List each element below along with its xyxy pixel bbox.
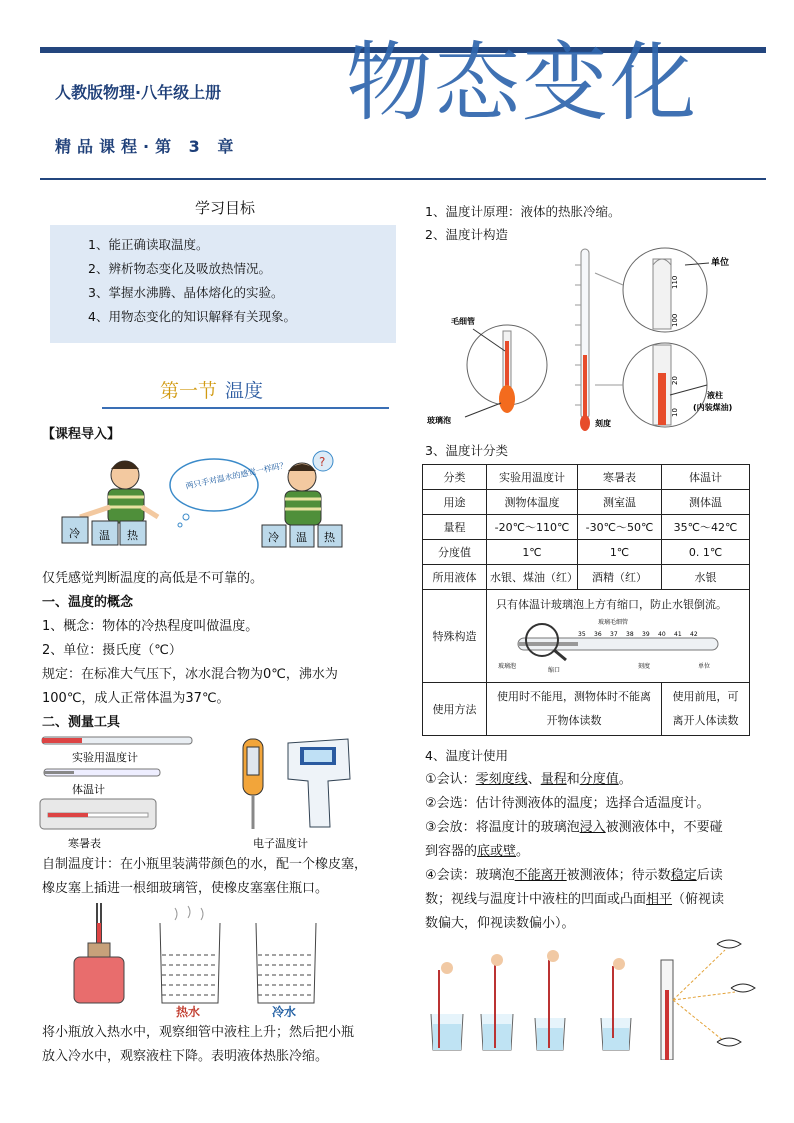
tick: 37	[610, 631, 618, 638]
scale-label: 刻度	[595, 419, 611, 428]
scale-100: 100	[671, 313, 679, 327]
tick: 42	[690, 631, 698, 638]
eye-icon	[717, 940, 741, 948]
usage-heading: 4、温度计使用	[425, 748, 508, 763]
usage-text: 使用时不能甩，测物体时不能离	[497, 690, 651, 703]
text-span: 后读	[696, 868, 723, 883]
table-cell: 测物体温度	[487, 490, 578, 515]
bubble-text: 两只手对温水的感觉一样吗？	[184, 460, 289, 491]
table-cell: 水银	[662, 565, 750, 590]
text-span: ①会认：	[425, 772, 476, 787]
section-name: 温度	[225, 380, 264, 402]
hot-water-label: 热水	[176, 1005, 201, 1018]
basin-label: 冷	[268, 531, 279, 544]
diy-text: 自制温度计：在小瓶里装满带颜色的水，配一个橡皮塞，	[42, 857, 368, 872]
table-cell: 特殊构造	[423, 590, 487, 683]
liquid-label: 液柱	[707, 391, 723, 400]
usage-step-1	[425, 772, 632, 788]
basin-label: 热	[127, 529, 138, 542]
text-span: 不能离开	[514, 868, 567, 883]
concept-heading: 一、温度的概念	[42, 595, 134, 610]
table-cell: -20℃～110℃	[487, 515, 578, 540]
tool-label-body: 体温计	[72, 783, 105, 796]
table-cell: 体温计	[662, 465, 750, 490]
text-span: 到容器的	[425, 844, 478, 859]
table-cell: 分度值	[423, 540, 487, 565]
bulb-label-small: 玻璃泡	[498, 663, 517, 670]
basin-row-right	[262, 525, 342, 547]
basin-label: 热	[324, 531, 335, 544]
text-span: 分度值	[579, 772, 619, 787]
principle-text: 1、温度计原理：液体的热胀冷缩。	[425, 204, 621, 219]
text-span: 、	[527, 772, 541, 787]
goal-item: 4、用物态变化的知识解释有关现象。	[88, 309, 296, 324]
concept-rule: 规定：在标准大气压下，冰水混合物为0℃，沸水为	[42, 667, 338, 682]
diy-text: 橡皮塞上插进一根细玻璃管，使橡皮塞塞住瓶口。	[42, 881, 329, 896]
intro-illustration	[40, 447, 390, 557]
section-title	[160, 376, 263, 403]
table-header-row	[423, 465, 750, 490]
table-row-special	[423, 590, 750, 683]
usage-step-4	[425, 868, 723, 884]
table-cell: 水银、煤油（红）	[487, 565, 578, 590]
text-span: （俯视读	[672, 892, 725, 907]
text-span: 被测液体；待示数	[566, 868, 671, 883]
usage-text: 开物体读数	[546, 714, 602, 727]
bulb-label: 玻璃泡	[427, 416, 451, 425]
table-cell: 测体温	[662, 490, 750, 515]
table-cell: 寒暑表	[578, 465, 662, 490]
usage-step-3-cont	[425, 844, 529, 860]
tool-label-room: 寒暑表	[68, 837, 101, 850]
tick: 38	[626, 631, 634, 638]
table-cell: 1℃	[487, 540, 578, 565]
table-row	[423, 490, 750, 515]
chapter-title: 物态变化	[346, 33, 698, 133]
section-rule	[102, 407, 389, 409]
tool-label-lab: 实验用温度计	[72, 751, 138, 764]
clinical-ticks	[578, 631, 698, 638]
eye-icon	[731, 984, 755, 992]
text-span: 。	[516, 844, 530, 859]
basin-row-left	[62, 517, 146, 545]
table-cell: 1℃	[578, 540, 662, 565]
thermometer-usage-illustration	[425, 930, 770, 1060]
usage-step-4-cont	[425, 892, 724, 908]
table-cell: 使用方法	[423, 683, 487, 736]
usage-step-3	[425, 820, 723, 836]
table-row	[423, 565, 750, 590]
unit-label-small: 单位	[698, 663, 711, 670]
course-label: 精品课程·第 3 章	[55, 137, 240, 156]
scale-20: 20	[671, 376, 679, 385]
table-cell: 所用液体	[423, 565, 487, 590]
table-row	[423, 540, 750, 565]
thermometer-classification-table	[422, 464, 750, 736]
text-span: 稳定	[670, 868, 697, 883]
tick: 41	[674, 631, 682, 638]
goal-item: 2、辨析物态变化及吸放热情况。	[88, 261, 271, 276]
goal-item: 1、能正确读取温度。	[88, 237, 209, 252]
text-span: ③会放：将温度计的玻璃泡	[425, 820, 580, 835]
text-span: 底或壁	[477, 844, 517, 859]
usage-text: 离开人体读数	[672, 714, 739, 727]
liquid-label-sub: (内装煤油)	[693, 403, 733, 412]
tick: 39	[642, 631, 650, 638]
goals-title: 学习目标	[195, 199, 256, 217]
table-cell: 35℃～42℃	[662, 515, 750, 540]
cold-water-label: 冷水	[272, 1005, 297, 1018]
scale-110: 110	[671, 275, 679, 289]
special-construction-cell	[487, 590, 750, 683]
basin-label: 温	[296, 531, 307, 544]
tube-label: 玻璃毛细管	[598, 619, 629, 626]
table-cell: 0. 1℃	[662, 540, 750, 565]
tool-label-elec: 电子温度计	[253, 837, 308, 850]
clinical-thermometer-diagram	[498, 616, 734, 676]
tools-illustration	[38, 733, 368, 851]
usage-cell	[662, 683, 750, 736]
goals-box	[50, 225, 396, 343]
thermometer-construction-diagram	[425, 245, 775, 435]
intro-conclusion: 仅凭感觉判断温度的高低是不可靠的。	[42, 571, 264, 586]
tools-heading: 二、测量工具	[42, 715, 121, 730]
table-cell: 用途	[423, 490, 487, 515]
capillary-label: 毛细管	[451, 317, 475, 326]
table-cell: 实验用温度计	[487, 465, 578, 490]
text-span: 。	[618, 772, 632, 787]
neck-label: 缩口	[548, 667, 561, 674]
text-span: 零刻度线	[475, 772, 528, 787]
header-rule	[40, 178, 766, 180]
text-span: 被测液体中，不要碰	[605, 820, 723, 835]
tick: 35	[578, 631, 586, 638]
table-cell: 酒精（红）	[578, 565, 662, 590]
basin-label: 温	[99, 529, 110, 542]
diy-experiment-diagram	[70, 903, 340, 1018]
beaker-demo	[431, 962, 463, 1050]
text-span: 数；视线与温度计中液柱的凹面或凸面	[425, 892, 647, 907]
unit-label: 单位	[711, 258, 730, 268]
text-span: 相平	[646, 892, 673, 907]
table-cell: 量程	[423, 515, 487, 540]
table-cell: -30℃～50℃	[578, 515, 662, 540]
table-cell: 分类	[423, 465, 487, 490]
tick: 36	[594, 631, 602, 638]
eye-icon	[717, 1038, 741, 1046]
series-label: 人教版物理·八年级上册	[55, 83, 222, 102]
tick: 40	[658, 631, 666, 638]
text-span: 量程	[540, 772, 567, 787]
table-cell: 测室温	[578, 490, 662, 515]
text-span: 和	[566, 772, 580, 787]
text-span: 浸入	[579, 820, 606, 835]
text-span: ④会读：玻璃泡	[425, 868, 515, 883]
intro-label: 【课程导入】	[42, 427, 121, 442]
usage-step-4-end: 数偏大，仰视读数偏小）。	[425, 916, 575, 931]
construction-heading: 2、温度计构造	[425, 227, 508, 242]
concept-line: 1、概念：物体的冷热程度叫做温度。	[42, 619, 259, 634]
special-text: 只有体温计玻璃泡上方有缩口，防止水银倒流。	[496, 598, 727, 611]
goal-item: 3、掌握水沸腾、晶体熔化的实验。	[88, 285, 284, 300]
scale-label-small: 刻度	[638, 663, 651, 670]
scale-10: 10	[671, 408, 679, 417]
basin-label: 冷	[69, 527, 80, 540]
concept-rule: 100℃，成人正常体温为37℃。	[42, 691, 230, 706]
usage-text: 使用前甩，可	[672, 690, 739, 703]
experiment-text: 放入冷水中，观察液柱下降。表明液体热胀冷缩。	[42, 1049, 329, 1064]
usage-step-2: ②会选：估计待测液体的温度；选择合适温度计。	[425, 796, 710, 811]
classification-heading: 3、温度计分类	[425, 443, 508, 458]
usage-cell	[487, 683, 662, 736]
concept-line: 2、单位：摄氏度（℃）	[42, 643, 182, 658]
experiment-text: 将小瓶放入热水中，观察细管中液柱上升；然后把小瓶	[42, 1025, 355, 1040]
table-row-usage	[423, 683, 750, 736]
question-icon: ?	[319, 455, 326, 469]
table-row	[423, 515, 750, 540]
section-number: 第一节	[160, 380, 218, 402]
